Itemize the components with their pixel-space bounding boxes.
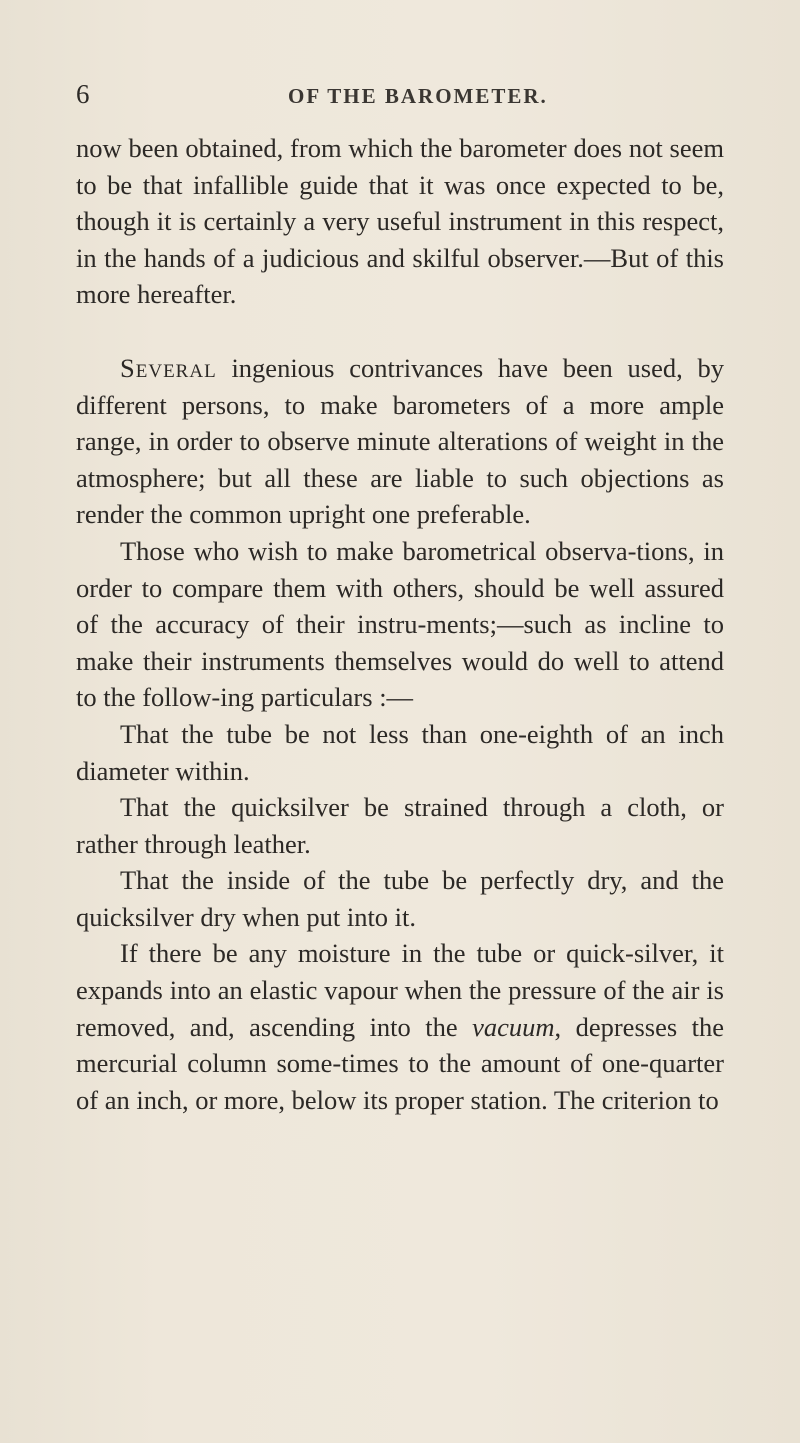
paragraph-body: ingenious contrivances have been used, by different persons, to make barometers of a more ample range, in order to observe minute alterations of weight in the atmosphere; but all these are liable to such objections as render the common upright one preferable. [76, 352, 724, 530]
page-number: 6 [76, 79, 90, 109]
paragraph-lead-word: Several [120, 352, 217, 383]
paragraph-several-contrivances [76, 350, 724, 533]
paragraph-continuation: now been obtained, from which the barometer does not seem to be that infallible guide that it was once expected to be, though it is certainly a very useful instrument in this respect, in the hands of a judicious and skilful observer.—But of this more hereafter. [76, 133, 724, 310]
paragraph-body: , depresses the mercurial column some-times to the amount of one-quarter of an inch, or more, below its proper station. The criterion to [76, 1011, 724, 1115]
paragraph-body: If there be any moisture in the tube or quick-silver, it expands into an elastic vapour when the pressure of the air is removed, and, ascending into the [76, 938, 724, 1042]
paragraph-tube-dry: That the inside of the tube be perfectly dry, and the quicksilver dry when put into it. [76, 865, 724, 932]
page-header [76, 78, 720, 118]
paragraph-observations: Those who wish to make barometrical observa-tions, in order to compare them with others, should be well assured of the accuracy of their instru-ments;—such as incline to make their instruments themselves would do well to attend to the follow-ing particulars :— [76, 535, 724, 713]
paragraph-tube-diameter: That the tube be not less than one-eighth of an inch diameter within. [76, 718, 724, 786]
body-text [76, 130, 724, 1118]
paragraph-moisture [76, 935, 724, 1118]
paragraph-quicksilver-strained: That the quicksilver be strained through a cloth, or rather through leather. [76, 792, 724, 859]
italic-term: vacuum [472, 1011, 555, 1042]
running-head: OF THE BAROMETER. [288, 84, 548, 108]
